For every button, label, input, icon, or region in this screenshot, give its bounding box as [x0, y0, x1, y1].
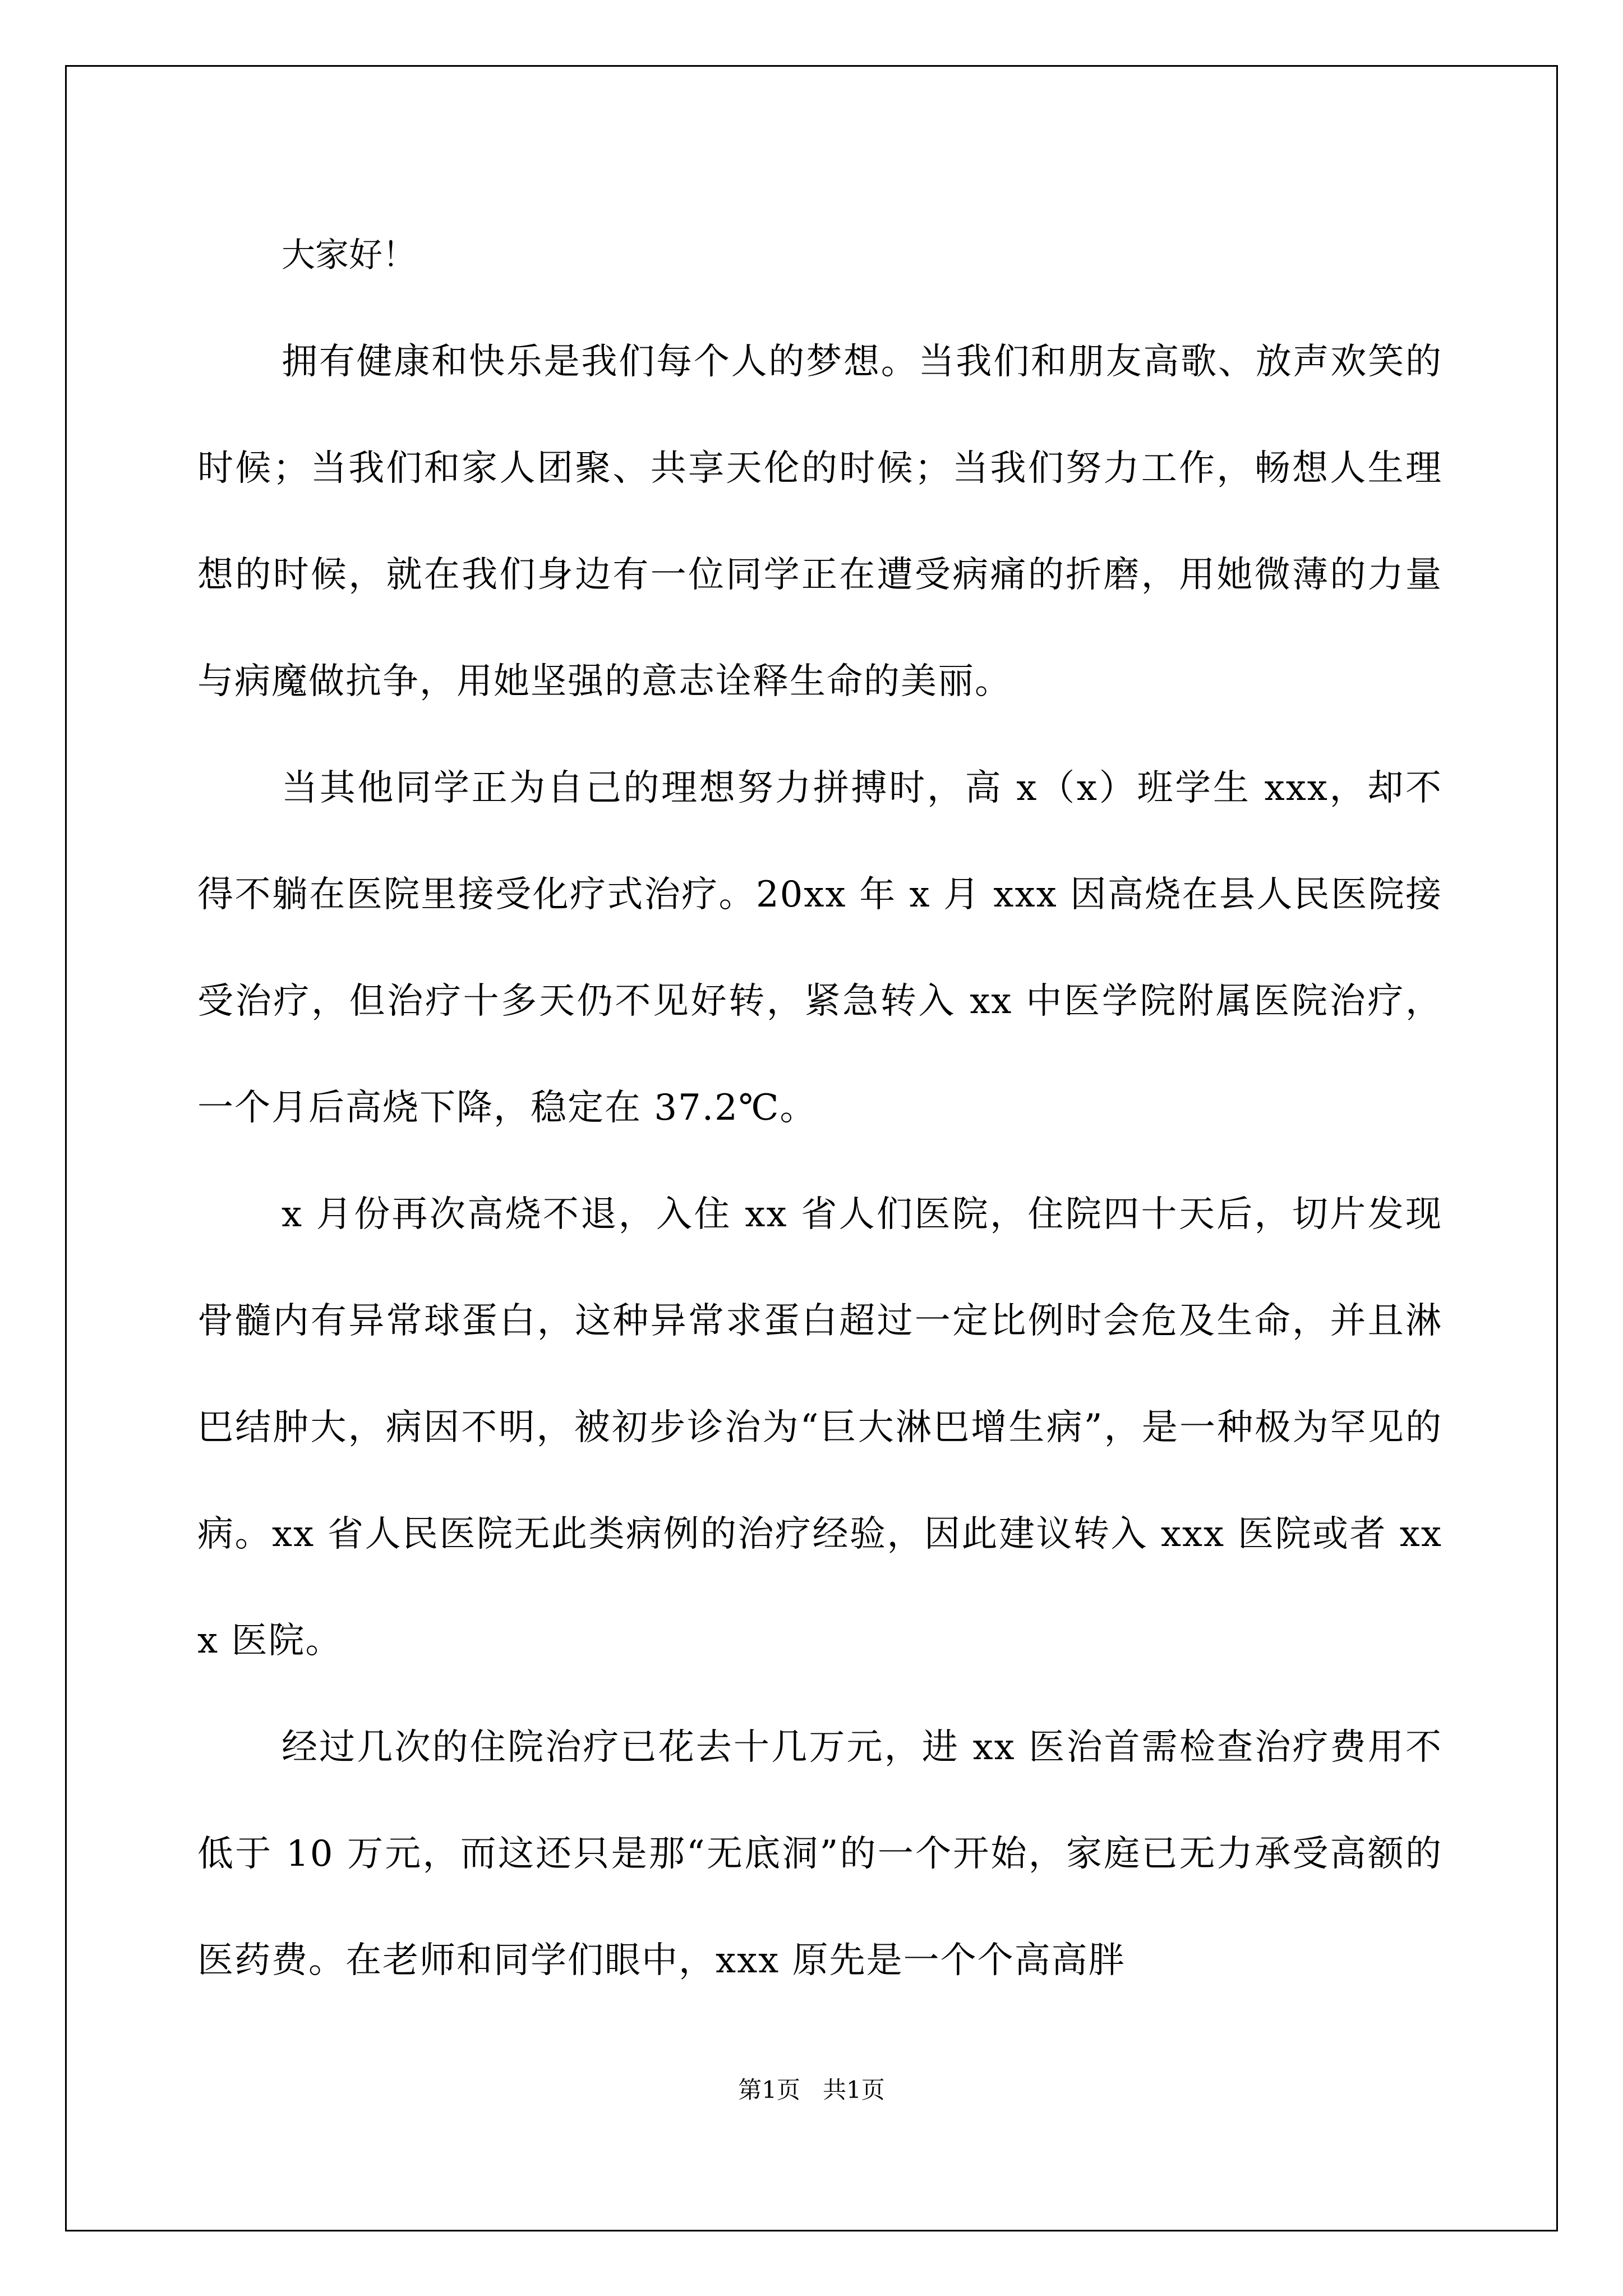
document-body — [197, 202, 1442, 2014]
paragraph-4: 经过几次的住院治疗已花去十几万元，进 xx 医治首需检查治疗费用不低于 10 万元，而这还只是那“无底洞”的一个开始，家庭已无力承受高额的医药费。在老师和同学们眼中，xxx 原先是一个个高高胖 — [197, 1727, 1442, 1981]
paragraph-3: x 月份再次高烧不退，入住 xx 省人们医院，住院四十天后，切片发现骨髓内有异常球蛋白，这种异常求蛋白超过一定比例时会危及生命，并且淋巴结肿大，病因不明，被初步诊治为“巨大淋巴增生病”，是一种极为罕见的病。xx 省人民医院无此类病例的治疗经验，因此建议转入 xxx 医院或者 xxx 医院。 — [197, 1194, 1442, 1662]
page-number-footer: 第1页 共1页 — [738, 2076, 885, 2104]
paragraph-2: 当其他同学正为自己的理想努力拼搏时，高 x（x）班学生 xxx，却不得不躺在医院里接受化疗式治疗。20xx 年 x 月 xxx 因高烧在县人民医院接受治疗，但治疗十多天仍不见好转，紧急转入 xx 中医学院附属医院治疗，一个月后高烧下降，稳定在 37.2℃。 — [197, 767, 1442, 1129]
greeting: 大家好！ — [282, 236, 416, 275]
paragraph-1: 拥有健康和快乐是我们每个人的梦想。当我们和朋友高歌、放声欢笑的时候；当我们和家人团聚、共享天伦的时候；当我们努力工作，畅想人生理想的时候，就在我们身边有一位同学正在遭受病痛的折磨，用她微薄的力量与病魔做抗争，用她坚强的意志诠释生命的美丽。 — [197, 341, 1442, 702]
